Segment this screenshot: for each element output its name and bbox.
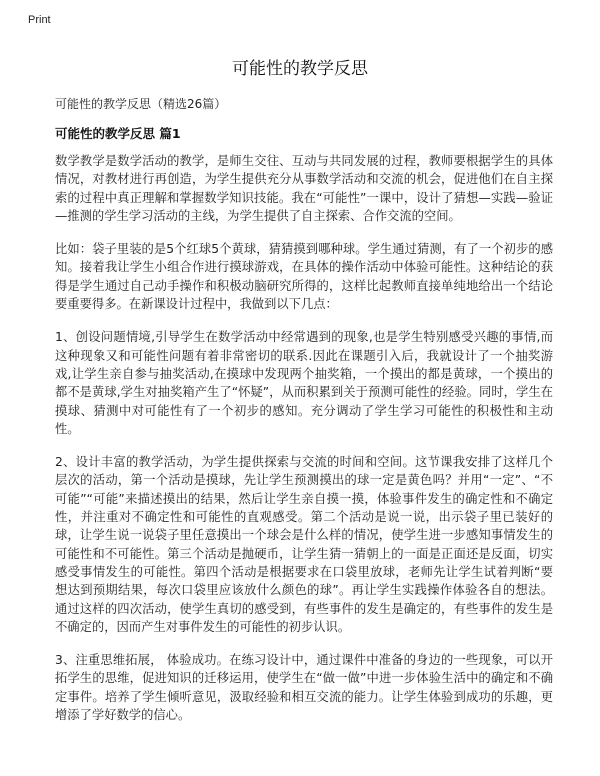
paragraph-point-2: 2、设计丰富的教学活动，为学生提供探索与交流的时间和空间。这节课我安排了这样几个层次的活动，第一个活动是摸球，先让学生预测摸出的球一定是黄色吗？并用“一定”、“不可能”“可能”来描述摸出的结果，然后让学生亲自摸一摸，体验事件发生的确定性和不确定性，并注重对不确定性和可能性的直观感受。第二个活动是说一说，出示袋子里已装好的球，让学生说一说袋子里任意摸出一个球会是什么样的情况，使学生进一步感知事情发生的可能性和不可能性。第三个活动是抛硬币，让学生猜一猜朝上的一面是正面还是反面，切实感受事情发生的可能性。第四个活动是根据要求在口袋里放球，老师先让学生试着判断“要想达到预期结果，每次口袋里应该放什么颜色的球”。再让学生实践操作体验各自的想法。通过这样的四次活动，使学生真切的感受到，有些事件的发生是确定的，有些事件的发生是不确定的，因而产生对事件发生的可能性的初步认识。 xyxy=(55,455,553,634)
document-subtitle: 可能性的教学反思（精选26篇） xyxy=(55,97,227,111)
document-body xyxy=(55,152,553,739)
document-title: 可能性的教学反思 xyxy=(232,59,368,79)
paragraph-point-3: 3、注重思维拓展， 体验成功。在练习设计中，通过课件中准备的身边的一些现象，可以开拓学生的思维，促进知识的迁移运用，使学生在“做一做”中进一步体验生活中的确定和不确定事件。培养了学生倾听意见，汲取经验和相互交流的能力。让学生体验到成功的乐趣，更增添了学好数学的信心。 xyxy=(55,653,553,723)
paragraph-intro: 数学教学是数学活动的教学，是师生交往、互动与共同发展的过程，教师要根据学生的具体情况，对教材进行再创造，为学生提供充分从事数学活动和交流的机会，促进他们在自主探索的过程中真正理解和掌握数学知识技能。我在“可能性”一课中，设计了猜想—实践—验证—推测的学生学习活动的主线，为学生提供了自主探索、合作交流的空间。 xyxy=(55,154,553,223)
section-heading: 可能性的教学反思 篇1 xyxy=(55,126,181,141)
print-link[interactable]: Print xyxy=(28,14,51,26)
paragraph-point-1: 1、创设问题情境,引导学生在数学活动中经常遇到的现象,也是学生特别感受兴趣的事情,而这种现象又和可能性问题有着非常密切的联系.因此在课题引入后，我就设计了一个抽奖游戏,让学生亲自参与抽奖活动,在摸球中发现两个抽奖箱，一个摸出的都是黄球，一个摸出的都不是黄球,学生对抽奖箱产生了“怀疑”，从而积累到关于预测可能性的经验。同时，学生在摸球、猜测中对可能性有了一个初步的感知。充分调动了学生学习可能性的积极性和主动性。 xyxy=(55,330,553,436)
paragraph-example: 比如：袋子里装的是5个红球5个黄球，猜猜摸到哪种球。学生通过猜测，有了一个初步的感知。接着我让学生小组合作进行摸球游戏，在具体的操作活动中体验可能性。这种结论的获得是学生通过自己动手操作和积极动脑研究所得的，这样比起教师直接单纯地给出一个结论要重要得多。在新课设计过程中，我做到以下几点： xyxy=(55,242,553,312)
